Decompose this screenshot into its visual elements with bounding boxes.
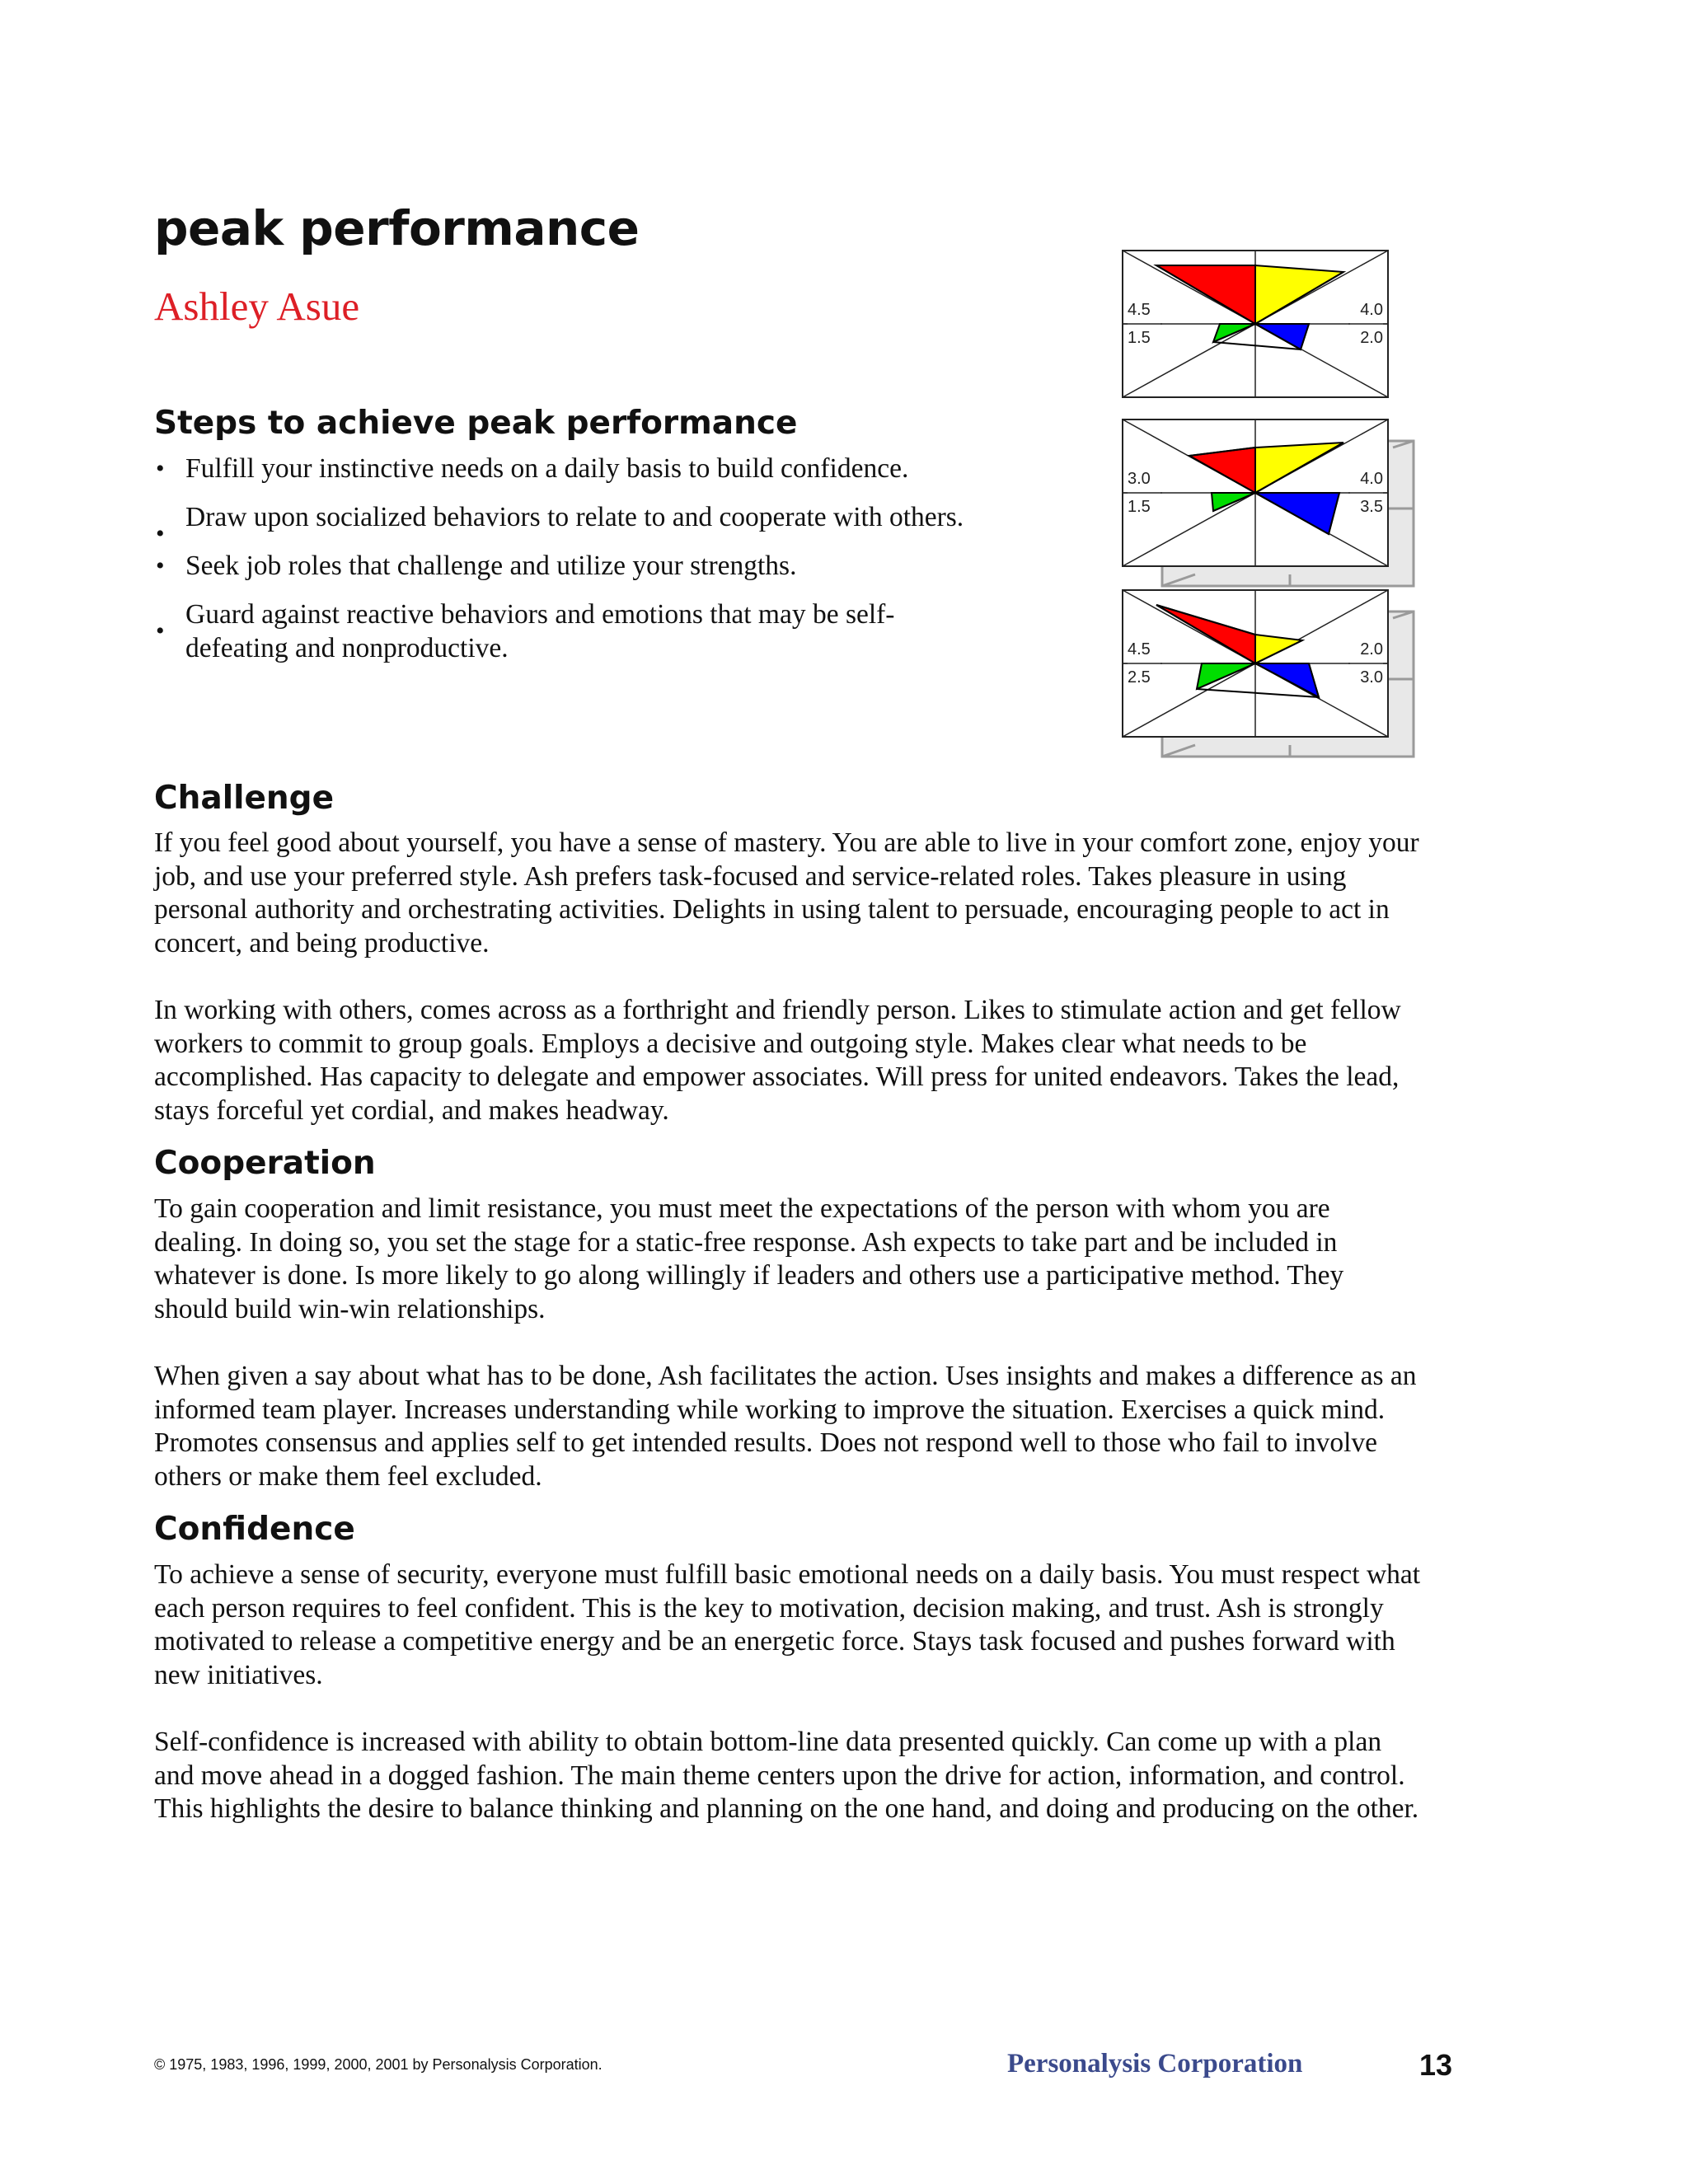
graph-3-bottom-right: 3.0 [1360, 668, 1383, 687]
graph-2-bottom-left: 1.5 [1128, 498, 1151, 516]
challenge-paragraph-1: If you feel good about yourself, you have a sense of mastery. You are able to live in your comfort zone, enjoy your job, and use your preferred style. Ash prefers task-focused and service-related roles. Takes pleasure in using personal authority and orchestrating activities. Delights in using talent to persuade, encouraging people to act in concert, and being productive. [154, 827, 1419, 958]
cooperation-heading: Cooperation [154, 1145, 376, 1182]
list-item: • Draw upon socialized behaviors to relate to and cooperate with others. [154, 500, 1028, 534]
challenge-heading: Challenge [154, 780, 335, 817]
graph-3-bottom-left: 2.5 [1128, 668, 1151, 687]
list-item: • Seek job roles that challenge and utilize your strengths. [156, 551, 797, 581]
cooperation-paragraph-1: To gain cooperation and limit resistance, you must meet the expectations of the person with whom you are dealing. In doing so, you set the stage for a static-free response. Ash expects to take part and be included in whatever is done. Is more likely to go along willingly if leaders and others use a participative method. They should build win-win relationships. [154, 1193, 1344, 1324]
graph-1-bottom-right: 2.0 [1360, 329, 1383, 347]
person-name: Ashley Asue [154, 284, 360, 329]
bullet-icon: • [156, 617, 165, 644]
list-item: • Guard against reactive behaviors and emotions that may be self-defeating and nonproductive. [156, 599, 895, 663]
confidence-paragraph-2: Self-confidence is increased with ability to obtain bottom-line data presented quickly. Can come up with a plan and move ahead in a dogged fashion. The main theme centers upon the drive for action, information, and control. This highlights the desire to balance thinking and planning on the one hand, and doing and producing on the other. [154, 1727, 1419, 1825]
copyright-notice: © 1975, 1983, 1996, 1999, 2000, 2001 by Personalysis Corporation. [154, 2056, 603, 2073]
graph-2-top-left: 3.0 [1128, 470, 1151, 488]
page-number: 13 [1419, 2048, 1453, 2082]
graph-2-bottom-right: 3.5 [1360, 498, 1383, 516]
bullet-icon: • [156, 552, 165, 579]
challenge-paragraph-2: In working with others, comes across as a forthright and friendly person. Likes to stimulate action and get fellow workers to commit to group goals. Employs a decisive and outgoing style. Makes clear what needs to be accomplished. Has capacity to delegate and empower associates. Will press for united endeavors. Takes the lead, stays forceful yet cordial, and makes headway. [154, 995, 1401, 1126]
graph-3-top-left: 4.5 [1128, 640, 1151, 658]
graph-1-bottom-left: 1.5 [1128, 329, 1151, 347]
cooperation-paragraph-2: When given a say about what has to be done, Ash facilitates the action. Uses insights and makes a difference as an informed team player. Increases understanding while working to improve the situation. Exercises a quick mind. Promotes consensus and applies self to get intended results. Does not respond well to those who fail to involve others or make them feel excluded. [154, 1361, 1417, 1492]
graph-1-top-right: 4.0 [1360, 301, 1383, 319]
profile-graph-1 [1121, 249, 1393, 397]
profile-graph-2 [1121, 418, 1418, 587]
bullet-icon: • [156, 520, 165, 547]
steps-list [154, 452, 1028, 680]
graph-3-top-right: 2.0 [1360, 640, 1383, 658]
confidence-heading: Confidence [154, 1511, 355, 1548]
list-item: • Fulfill your instinctive needs on a daily basis to build confidence. [156, 453, 909, 484]
graph-1-top-left: 4.5 [1128, 301, 1151, 319]
confidence-paragraph-1: To achieve a sense of security, everyone must fulfill basic emotional needs on a daily basis. You must respect what each person requires to feel confident. This is the key to motivation, decision making, and trust. Ash is strongly motivated to release a competitive energy and be an energetic force. Stays task focused and pushes forward with new initiatives. [154, 1559, 1421, 1690]
graph-2-top-right: 4.0 [1360, 470, 1383, 488]
profile-graph-3 [1121, 588, 1418, 757]
page-title: peak performance [154, 200, 640, 256]
corporation-name: Personalysis Corporation [1007, 2049, 1303, 2079]
bullet-icon: • [156, 455, 165, 482]
steps-heading: Steps to achieve peak performance [154, 405, 798, 442]
